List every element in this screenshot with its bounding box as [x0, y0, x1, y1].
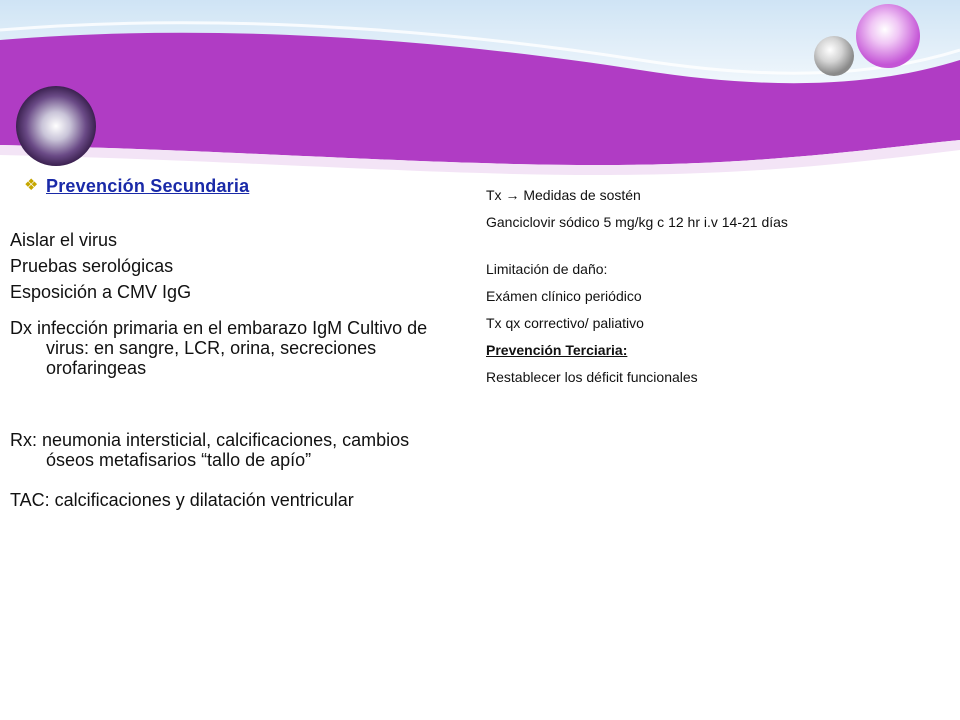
heading-row [24, 176, 450, 196]
left-column [10, 176, 450, 510]
line-esposicion: Esposición a CMV IgG [10, 282, 192, 302]
orb-gray [814, 36, 854, 76]
right-column [486, 182, 946, 391]
line-tx: Tx → Medidas de sostén [486, 187, 641, 203]
para-tac: TAC: calcificaciones y dilatación ventricular [10, 490, 354, 510]
line-txqx: Tx qx correctivo/ paliativo [486, 315, 644, 331]
line-examen: Exámen clínico periódico [486, 288, 642, 304]
heading-prevencion-terciaria: Prevención Terciaria: [486, 342, 628, 358]
orb-purple [856, 4, 920, 68]
orb-left [16, 86, 96, 166]
line-aislar: Aislar el virus [10, 230, 118, 250]
line-limitacion: Limitación de daño: [486, 261, 608, 277]
line-restablecer: Restablecer los déficit funcionales [486, 369, 698, 385]
line-pruebas: Pruebas serológicas [10, 256, 174, 276]
para-rx: Rx: neumonia intersticial, calcificaciones, cambios óseos metafisarios “tallo de apío” [10, 430, 410, 470]
heading-prevencion-secundaria[interactable]: Prevención Secundaria [46, 176, 250, 196]
diamond-bullet-icon: ❖ [24, 177, 39, 194]
header-banner [0, 0, 960, 200]
line-ganciclovir: Ganciclovir sódico 5 mg/kg c 12 hr i.v 14-21 días [486, 214, 788, 230]
para-dx: Dx infección primaria en el embarazo IgM Cultivo de virus: en sangre, LCR, orina, secreciones orofaringeas [10, 318, 428, 378]
